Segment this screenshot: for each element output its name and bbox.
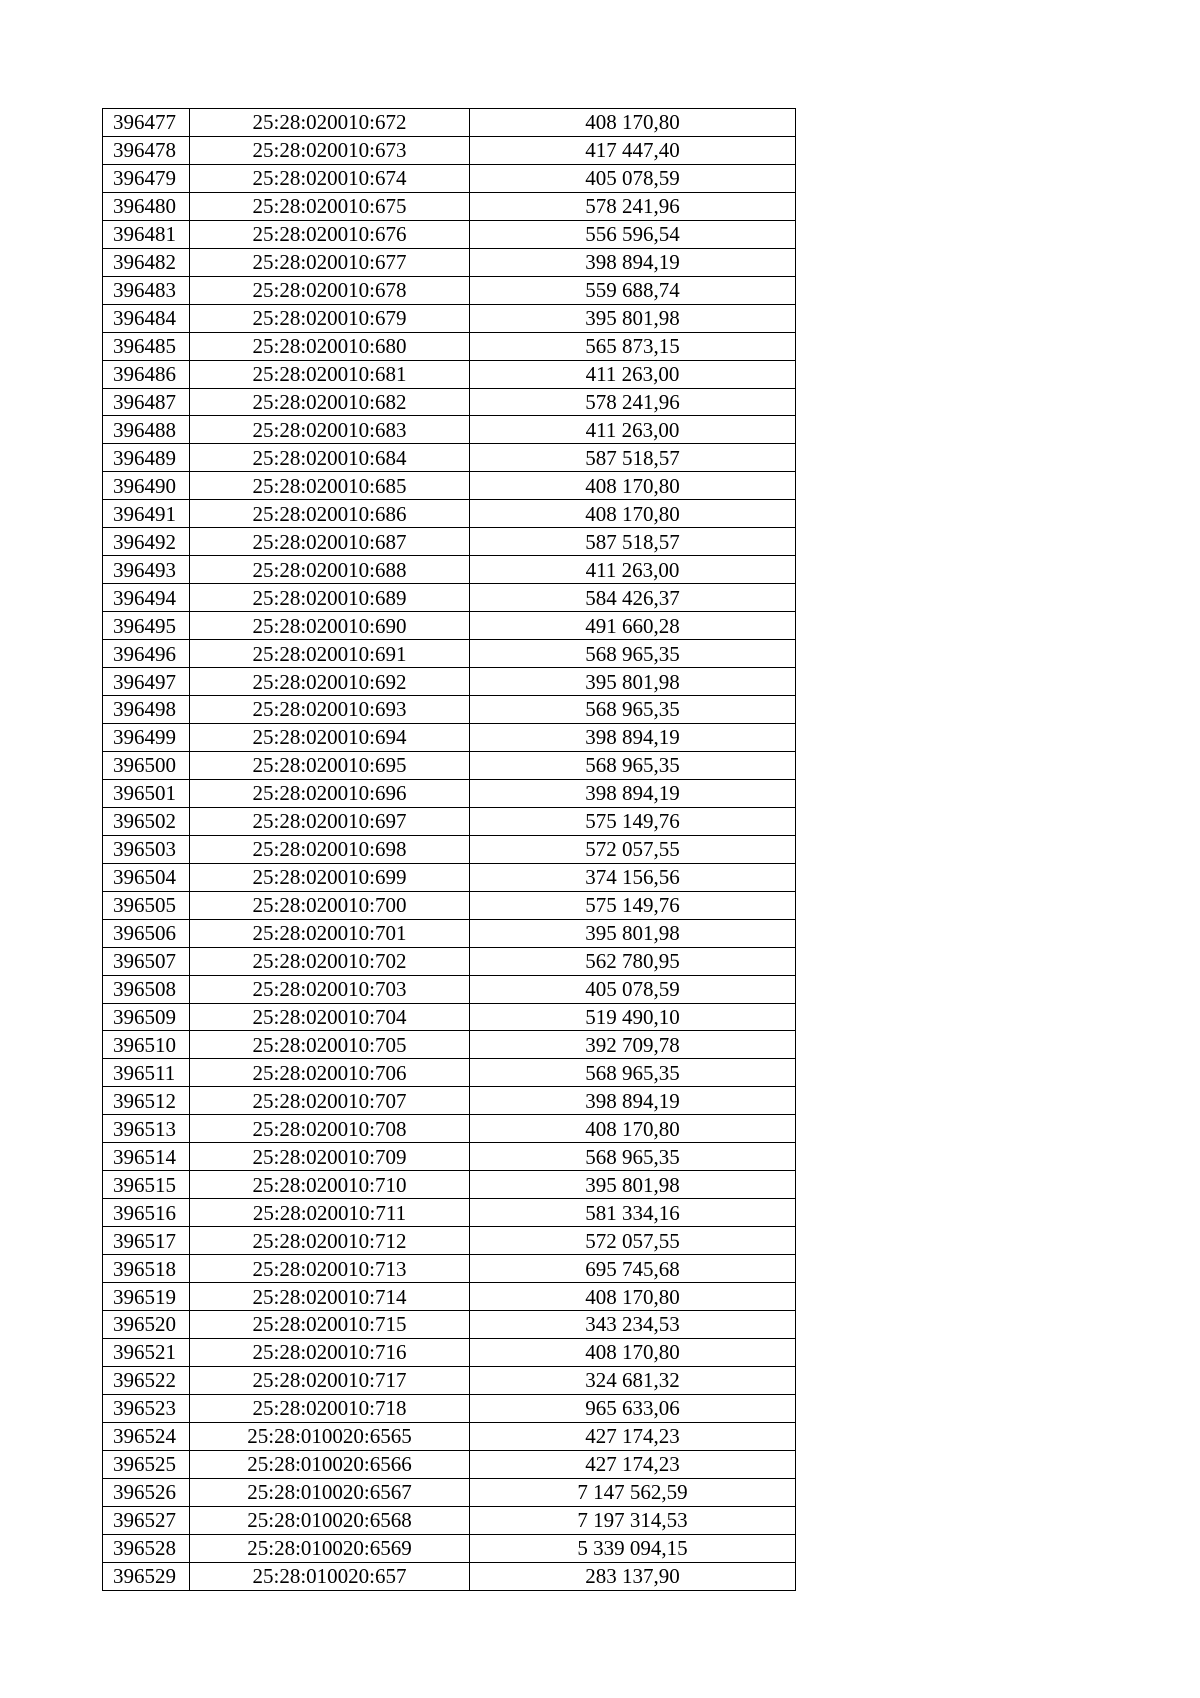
table-row xyxy=(103,919,796,947)
table-row xyxy=(103,1171,796,1199)
row-number-cell: 396524 xyxy=(103,1422,190,1450)
cadastral-value-cell: 283 137,90 xyxy=(470,1562,796,1590)
cadastral-value-table xyxy=(102,108,796,1591)
table-row xyxy=(103,556,796,584)
cadastral-value-cell: 491 660,28 xyxy=(470,612,796,640)
row-number-cell: 396481 xyxy=(103,220,190,248)
cadastral-number-cell: 25:28:020010:695 xyxy=(190,751,470,779)
table-row xyxy=(103,136,796,164)
cadastral-value-cell: 374 156,56 xyxy=(470,863,796,891)
table-row xyxy=(103,444,796,472)
cadastral-number-cell: 25:28:020010:683 xyxy=(190,416,470,444)
cadastral-value-cell: 587 518,57 xyxy=(470,528,796,556)
cadastral-value-cell: 568 965,35 xyxy=(470,640,796,668)
cadastral-number-cell: 25:28:020010:691 xyxy=(190,640,470,668)
row-number-cell: 396518 xyxy=(103,1255,190,1283)
table-row xyxy=(103,528,796,556)
row-number-cell: 396521 xyxy=(103,1338,190,1366)
cadastral-value-cell: 411 263,00 xyxy=(470,556,796,584)
table-row xyxy=(103,1394,796,1422)
table-row xyxy=(103,500,796,528)
row-number-cell: 396528 xyxy=(103,1534,190,1562)
table-row xyxy=(103,1031,796,1059)
cadastral-number-cell: 25:28:020010:693 xyxy=(190,696,470,724)
cadastral-number-cell: 25:28:020010:715 xyxy=(190,1310,470,1338)
cadastral-number-cell: 25:28:020010:705 xyxy=(190,1031,470,1059)
row-number-cell: 396501 xyxy=(103,779,190,807)
cadastral-value-cell: 408 170,80 xyxy=(470,500,796,528)
table-row xyxy=(103,164,796,192)
row-number-cell: 396497 xyxy=(103,668,190,696)
table-row xyxy=(103,1450,796,1478)
cadastral-value-cell: 395 801,98 xyxy=(470,919,796,947)
table-row xyxy=(103,416,796,444)
row-number-cell: 396515 xyxy=(103,1171,190,1199)
table-row xyxy=(103,1478,796,1506)
table-row xyxy=(103,1338,796,1366)
cadastral-number-cell: 25:28:020010:674 xyxy=(190,164,470,192)
row-number-cell: 396482 xyxy=(103,248,190,276)
table-row xyxy=(103,1422,796,1450)
row-number-cell: 396520 xyxy=(103,1310,190,1338)
row-number-cell: 396479 xyxy=(103,164,190,192)
table-row xyxy=(103,668,796,696)
row-number-cell: 396507 xyxy=(103,947,190,975)
table-row xyxy=(103,891,796,919)
cadastral-value-cell: 408 170,80 xyxy=(470,1115,796,1143)
cadastral-number-cell: 25:28:020010:689 xyxy=(190,584,470,612)
cadastral-value-cell: 405 078,59 xyxy=(470,975,796,1003)
cadastral-number-cell: 25:28:020010:712 xyxy=(190,1227,470,1255)
cadastral-value-cell: 395 801,98 xyxy=(470,668,796,696)
cadastral-value-cell: 519 490,10 xyxy=(470,1003,796,1031)
table-row xyxy=(103,723,796,751)
row-number-cell: 396512 xyxy=(103,1087,190,1115)
table-row xyxy=(103,360,796,388)
cadastral-number-cell: 25:28:020010:709 xyxy=(190,1143,470,1171)
cadastral-number-cell: 25:28:020010:702 xyxy=(190,947,470,975)
table-row xyxy=(103,1562,796,1590)
row-number-cell: 396496 xyxy=(103,640,190,668)
table-row xyxy=(103,388,796,416)
row-number-cell: 396522 xyxy=(103,1366,190,1394)
cadastral-value-cell: 411 263,00 xyxy=(470,360,796,388)
table-body xyxy=(103,109,796,1591)
row-number-cell: 396478 xyxy=(103,136,190,164)
cadastral-number-cell: 25:28:020010:711 xyxy=(190,1199,470,1227)
cadastral-value-cell: 578 241,96 xyxy=(470,388,796,416)
cadastral-number-cell: 25:28:020010:690 xyxy=(190,612,470,640)
cadastral-number-cell: 25:28:010020:6569 xyxy=(190,1534,470,1562)
cadastral-value-cell: 572 057,55 xyxy=(470,835,796,863)
cadastral-number-cell: 25:28:020010:717 xyxy=(190,1366,470,1394)
cadastral-value-cell: 411 263,00 xyxy=(470,416,796,444)
cadastral-number-cell: 25:28:010020:657 xyxy=(190,1562,470,1590)
table-row xyxy=(103,220,796,248)
cadastral-value-cell: 562 780,95 xyxy=(470,947,796,975)
table-row xyxy=(103,332,796,360)
table-row xyxy=(103,835,796,863)
cadastral-number-cell: 25:28:020010:688 xyxy=(190,556,470,584)
row-number-cell: 396502 xyxy=(103,807,190,835)
cadastral-value-cell: 556 596,54 xyxy=(470,220,796,248)
cadastral-number-cell: 25:28:020010:675 xyxy=(190,192,470,220)
cadastral-value-cell: 408 170,80 xyxy=(470,1283,796,1311)
cadastral-number-cell: 25:28:010020:6567 xyxy=(190,1478,470,1506)
cadastral-number-cell: 25:28:020010:687 xyxy=(190,528,470,556)
table-row xyxy=(103,1199,796,1227)
table-row xyxy=(103,1255,796,1283)
cadastral-number-cell: 25:28:020010:707 xyxy=(190,1087,470,1115)
cadastral-number-cell: 25:28:020010:676 xyxy=(190,220,470,248)
row-number-cell: 396505 xyxy=(103,891,190,919)
cadastral-value-cell: 408 170,80 xyxy=(470,472,796,500)
cadastral-number-cell: 25:28:020010:718 xyxy=(190,1394,470,1422)
table-row xyxy=(103,1227,796,1255)
table-row xyxy=(103,1087,796,1115)
row-number-cell: 396486 xyxy=(103,360,190,388)
cadastral-number-cell: 25:28:020010:699 xyxy=(190,863,470,891)
row-number-cell: 396517 xyxy=(103,1227,190,1255)
cadastral-value-cell: 584 426,37 xyxy=(470,584,796,612)
cadastral-value-cell: 568 965,35 xyxy=(470,696,796,724)
cadastral-number-cell: 25:28:020010:716 xyxy=(190,1338,470,1366)
row-number-cell: 396489 xyxy=(103,444,190,472)
table-row xyxy=(103,751,796,779)
row-number-cell: 396492 xyxy=(103,528,190,556)
cadastral-number-cell: 25:28:020010:706 xyxy=(190,1059,470,1087)
table-row xyxy=(103,584,796,612)
cadastral-number-cell: 25:28:020010:685 xyxy=(190,472,470,500)
table-row xyxy=(103,1534,796,1562)
cadastral-number-cell: 25:28:020010:677 xyxy=(190,248,470,276)
cadastral-number-cell: 25:28:010020:6565 xyxy=(190,1422,470,1450)
cadastral-value-cell: 568 965,35 xyxy=(470,1059,796,1087)
row-number-cell: 396504 xyxy=(103,863,190,891)
table-row xyxy=(103,1003,796,1031)
row-number-cell: 396483 xyxy=(103,276,190,304)
cadastral-value-cell: 405 078,59 xyxy=(470,164,796,192)
cadastral-number-cell: 25:28:020010:697 xyxy=(190,807,470,835)
cadastral-number-cell: 25:28:020010:701 xyxy=(190,919,470,947)
row-number-cell: 396529 xyxy=(103,1562,190,1590)
cadastral-value-cell: 395 801,98 xyxy=(470,1171,796,1199)
cadastral-value-cell: 559 688,74 xyxy=(470,276,796,304)
cadastral-value-cell: 324 681,32 xyxy=(470,1366,796,1394)
cadastral-number-cell: 25:28:020010:696 xyxy=(190,779,470,807)
cadastral-number-cell: 25:28:020010:698 xyxy=(190,835,470,863)
row-number-cell: 396480 xyxy=(103,192,190,220)
cadastral-value-cell: 572 057,55 xyxy=(470,1227,796,1255)
cadastral-value-cell: 408 170,80 xyxy=(470,109,796,137)
cadastral-number-cell: 25:28:020010:694 xyxy=(190,723,470,751)
table-row xyxy=(103,472,796,500)
table-row xyxy=(103,1506,796,1534)
cadastral-number-cell: 25:28:020010:714 xyxy=(190,1283,470,1311)
cadastral-value-cell: 427 174,23 xyxy=(470,1422,796,1450)
cadastral-value-cell: 575 149,76 xyxy=(470,891,796,919)
cadastral-value-cell: 398 894,19 xyxy=(470,723,796,751)
cadastral-number-cell: 25:28:020010:679 xyxy=(190,304,470,332)
table-row xyxy=(103,1059,796,1087)
row-number-cell: 396511 xyxy=(103,1059,190,1087)
table-row xyxy=(103,1115,796,1143)
table-row xyxy=(103,1283,796,1311)
table-row xyxy=(103,807,796,835)
cadastral-value-cell: 5 339 094,15 xyxy=(470,1534,796,1562)
cadastral-number-cell: 25:28:020010:692 xyxy=(190,668,470,696)
cadastral-number-cell: 25:28:020010:681 xyxy=(190,360,470,388)
row-number-cell: 396510 xyxy=(103,1031,190,1059)
cadastral-value-cell: 392 709,78 xyxy=(470,1031,796,1059)
row-number-cell: 396503 xyxy=(103,835,190,863)
cadastral-number-cell: 25:28:020010:682 xyxy=(190,388,470,416)
cadastral-number-cell: 25:28:020010:703 xyxy=(190,975,470,1003)
cadastral-number-cell: 25:28:020010:684 xyxy=(190,444,470,472)
table-row xyxy=(103,192,796,220)
cadastral-number-cell: 25:28:020010:672 xyxy=(190,109,470,137)
table-row xyxy=(103,640,796,668)
cadastral-number-cell: 25:28:020010:708 xyxy=(190,1115,470,1143)
row-number-cell: 396527 xyxy=(103,1506,190,1534)
cadastral-number-cell: 25:28:020010:680 xyxy=(190,332,470,360)
cadastral-value-cell: 578 241,96 xyxy=(470,192,796,220)
row-number-cell: 396491 xyxy=(103,500,190,528)
table-row xyxy=(103,1143,796,1171)
cadastral-value-cell: 565 873,15 xyxy=(470,332,796,360)
cadastral-value-cell: 575 149,76 xyxy=(470,807,796,835)
row-number-cell: 396526 xyxy=(103,1478,190,1506)
cadastral-value-cell: 965 633,06 xyxy=(470,1394,796,1422)
table-row xyxy=(103,1366,796,1394)
row-number-cell: 396499 xyxy=(103,723,190,751)
table-row xyxy=(103,947,796,975)
row-number-cell: 396498 xyxy=(103,696,190,724)
cadastral-value-cell: 398 894,19 xyxy=(470,248,796,276)
row-number-cell: 396513 xyxy=(103,1115,190,1143)
table-row xyxy=(103,975,796,1003)
row-number-cell: 396493 xyxy=(103,556,190,584)
row-number-cell: 396508 xyxy=(103,975,190,1003)
cadastral-value-cell: 7 147 562,59 xyxy=(470,1478,796,1506)
table-row xyxy=(103,304,796,332)
cadastral-number-cell: 25:28:020010:673 xyxy=(190,136,470,164)
cadastral-number-cell: 25:28:020010:678 xyxy=(190,276,470,304)
cadastral-value-cell: 7 197 314,53 xyxy=(470,1506,796,1534)
cadastral-number-cell: 25:28:010020:6568 xyxy=(190,1506,470,1534)
row-number-cell: 396506 xyxy=(103,919,190,947)
row-number-cell: 396485 xyxy=(103,332,190,360)
table-row xyxy=(103,1310,796,1338)
table-row xyxy=(103,696,796,724)
row-number-cell: 396490 xyxy=(103,472,190,500)
cadastral-value-cell: 581 334,16 xyxy=(470,1199,796,1227)
table-row xyxy=(103,863,796,891)
cadastral-number-cell: 25:28:020010:710 xyxy=(190,1171,470,1199)
cadastral-value-cell: 587 518,57 xyxy=(470,444,796,472)
cadastral-number-cell: 25:28:020010:704 xyxy=(190,1003,470,1031)
row-number-cell: 396488 xyxy=(103,416,190,444)
cadastral-value-cell: 417 447,40 xyxy=(470,136,796,164)
row-number-cell: 396525 xyxy=(103,1450,190,1478)
cadastral-value-cell: 695 745,68 xyxy=(470,1255,796,1283)
row-number-cell: 396516 xyxy=(103,1199,190,1227)
table-row xyxy=(103,612,796,640)
cadastral-value-cell: 568 965,35 xyxy=(470,1143,796,1171)
table-row xyxy=(103,109,796,137)
table-row xyxy=(103,779,796,807)
cadastral-value-cell: 408 170,80 xyxy=(470,1338,796,1366)
row-number-cell: 396487 xyxy=(103,388,190,416)
cadastral-number-cell: 25:28:010020:6566 xyxy=(190,1450,470,1478)
cadastral-value-cell: 568 965,35 xyxy=(470,751,796,779)
row-number-cell: 396509 xyxy=(103,1003,190,1031)
cadastral-number-cell: 25:28:020010:713 xyxy=(190,1255,470,1283)
cadastral-value-cell: 398 894,19 xyxy=(470,779,796,807)
row-number-cell: 396477 xyxy=(103,109,190,137)
cadastral-value-cell: 343 234,53 xyxy=(470,1310,796,1338)
row-number-cell: 396500 xyxy=(103,751,190,779)
row-number-cell: 396514 xyxy=(103,1143,190,1171)
cadastral-value-cell: 427 174,23 xyxy=(470,1450,796,1478)
row-number-cell: 396494 xyxy=(103,584,190,612)
table-row xyxy=(103,248,796,276)
row-number-cell: 396484 xyxy=(103,304,190,332)
row-number-cell: 396495 xyxy=(103,612,190,640)
cadastral-value-cell: 398 894,19 xyxy=(470,1087,796,1115)
row-number-cell: 396519 xyxy=(103,1283,190,1311)
row-number-cell: 396523 xyxy=(103,1394,190,1422)
cadastral-number-cell: 25:28:020010:686 xyxy=(190,500,470,528)
cadastral-value-cell: 395 801,98 xyxy=(470,304,796,332)
table-row xyxy=(103,276,796,304)
cadastral-number-cell: 25:28:020010:700 xyxy=(190,891,470,919)
